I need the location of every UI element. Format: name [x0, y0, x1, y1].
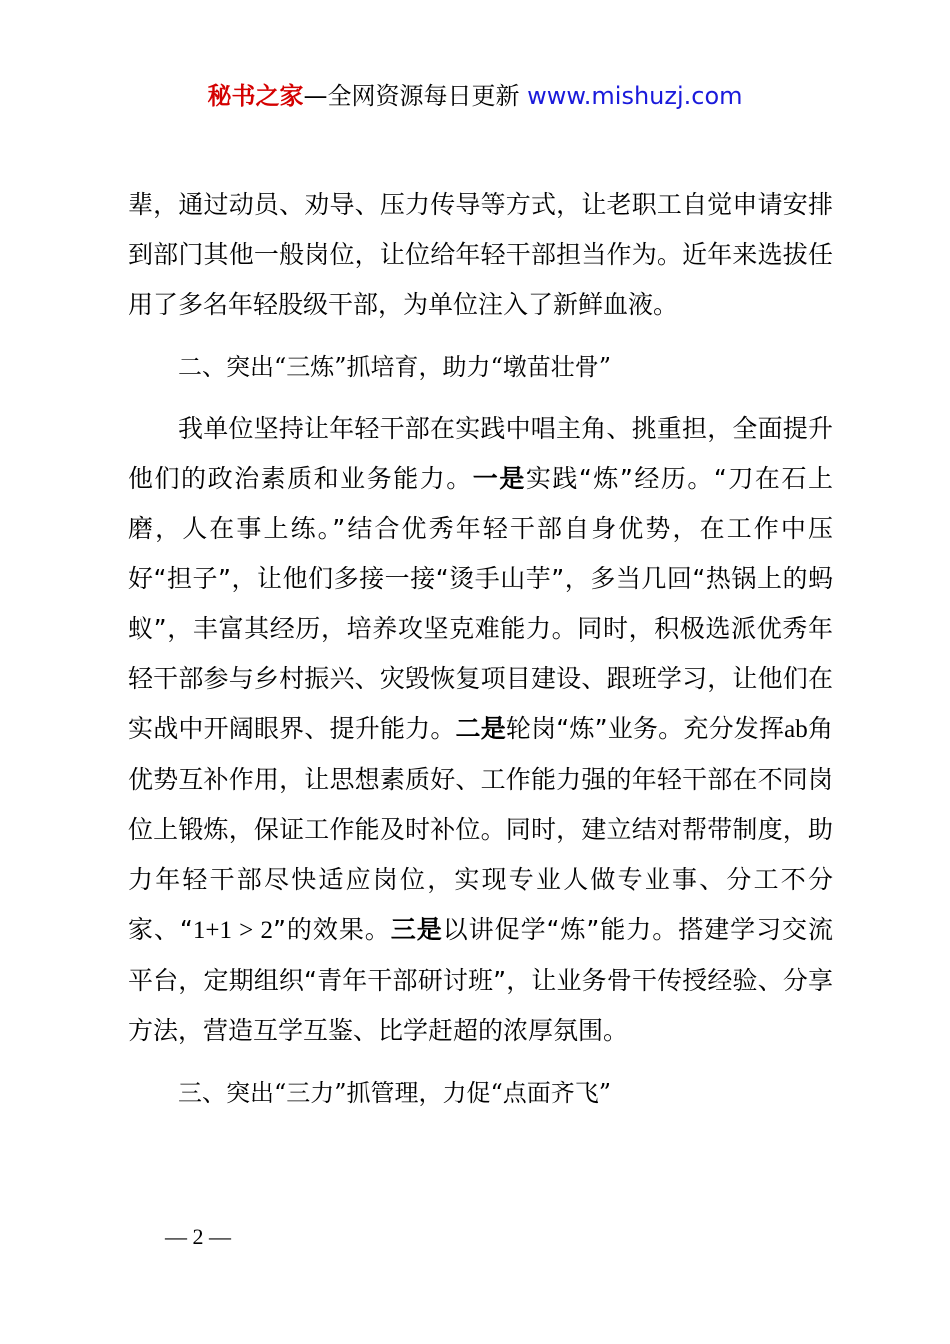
- paragraph-continuation: 辈，通过动员、劝导、压力传导等方式，让老职工自觉申请安排到部门其他一般岗位，让位给年轻干部担当作为。近年来选拔任用了多名年轻股级干部，为单位注入了新鲜血液。: [128, 190, 833, 319]
- section-heading-3: 三、突出“三力”抓管理，力促“点面齐飞”: [178, 1079, 612, 1107]
- page-number: — 2 —: [165, 1224, 231, 1249]
- section-heading-2: 二、突出“三炼”抓培育，助力“墩苗壮骨”: [178, 353, 612, 381]
- banner-brand: 秘书之家: [207, 82, 304, 110]
- text-run-ab: ab: [784, 716, 808, 743]
- text-run: ”的效果。: [273, 915, 391, 944]
- formula-text: 1+1 > 2: [192, 917, 273, 944]
- text-run: 角优势互补作用，让思想素质好、工作能力强的年轻干部在不同岗位上锻炼，保证工作能及时补位。同时，建立结对帮带制度，助力年轻干部尽快适应岗位，实现专业人做专业事、分工不分家、“: [128, 714, 833, 944]
- text-run: 实践“炼”经历。“刀在石上磨，人在事上练。”结合优秀年轻干部自身优势，在工作中压好“担子”，让他们多接一接“烫手山芋”，多当几回“热锅上的蚂蚁”，丰富其经历，培养攻坚克难能力。同时，积极选派优秀年轻干部参与乡村振兴、灾毁恢复项目建设、跟班学习，让他们在实战中开阔眼界、提升能力。: [128, 464, 833, 743]
- text-run: 我单位坚持让年轻干部在实践中唱主角、挑重担，全面提升他们的政治素质和业务能力。: [128, 414, 833, 493]
- banner-url-link[interactable]: www.mishuzj.com: [527, 82, 743, 110]
- text-run: 以讲促学“炼”能力。搭建学习交流平台，定期组织“青年干部研讨班”，让业务骨干传授经验、分享方法，营造互学互鉴、比学赶超的浓厚氛围。: [128, 915, 833, 1045]
- document-body: [128, 180, 833, 1118]
- banner-slogan: —全网资源每日更新: [303, 82, 520, 110]
- bold-marker-1: 一是: [472, 464, 526, 493]
- text-run: 轮岗“炼”业务。充分发挥: [505, 714, 785, 743]
- bold-marker-2: 二是: [455, 714, 506, 743]
- site-banner: [0, 80, 950, 112]
- paragraph-training: [128, 404, 833, 1056]
- bold-marker-3: 三是: [390, 915, 443, 944]
